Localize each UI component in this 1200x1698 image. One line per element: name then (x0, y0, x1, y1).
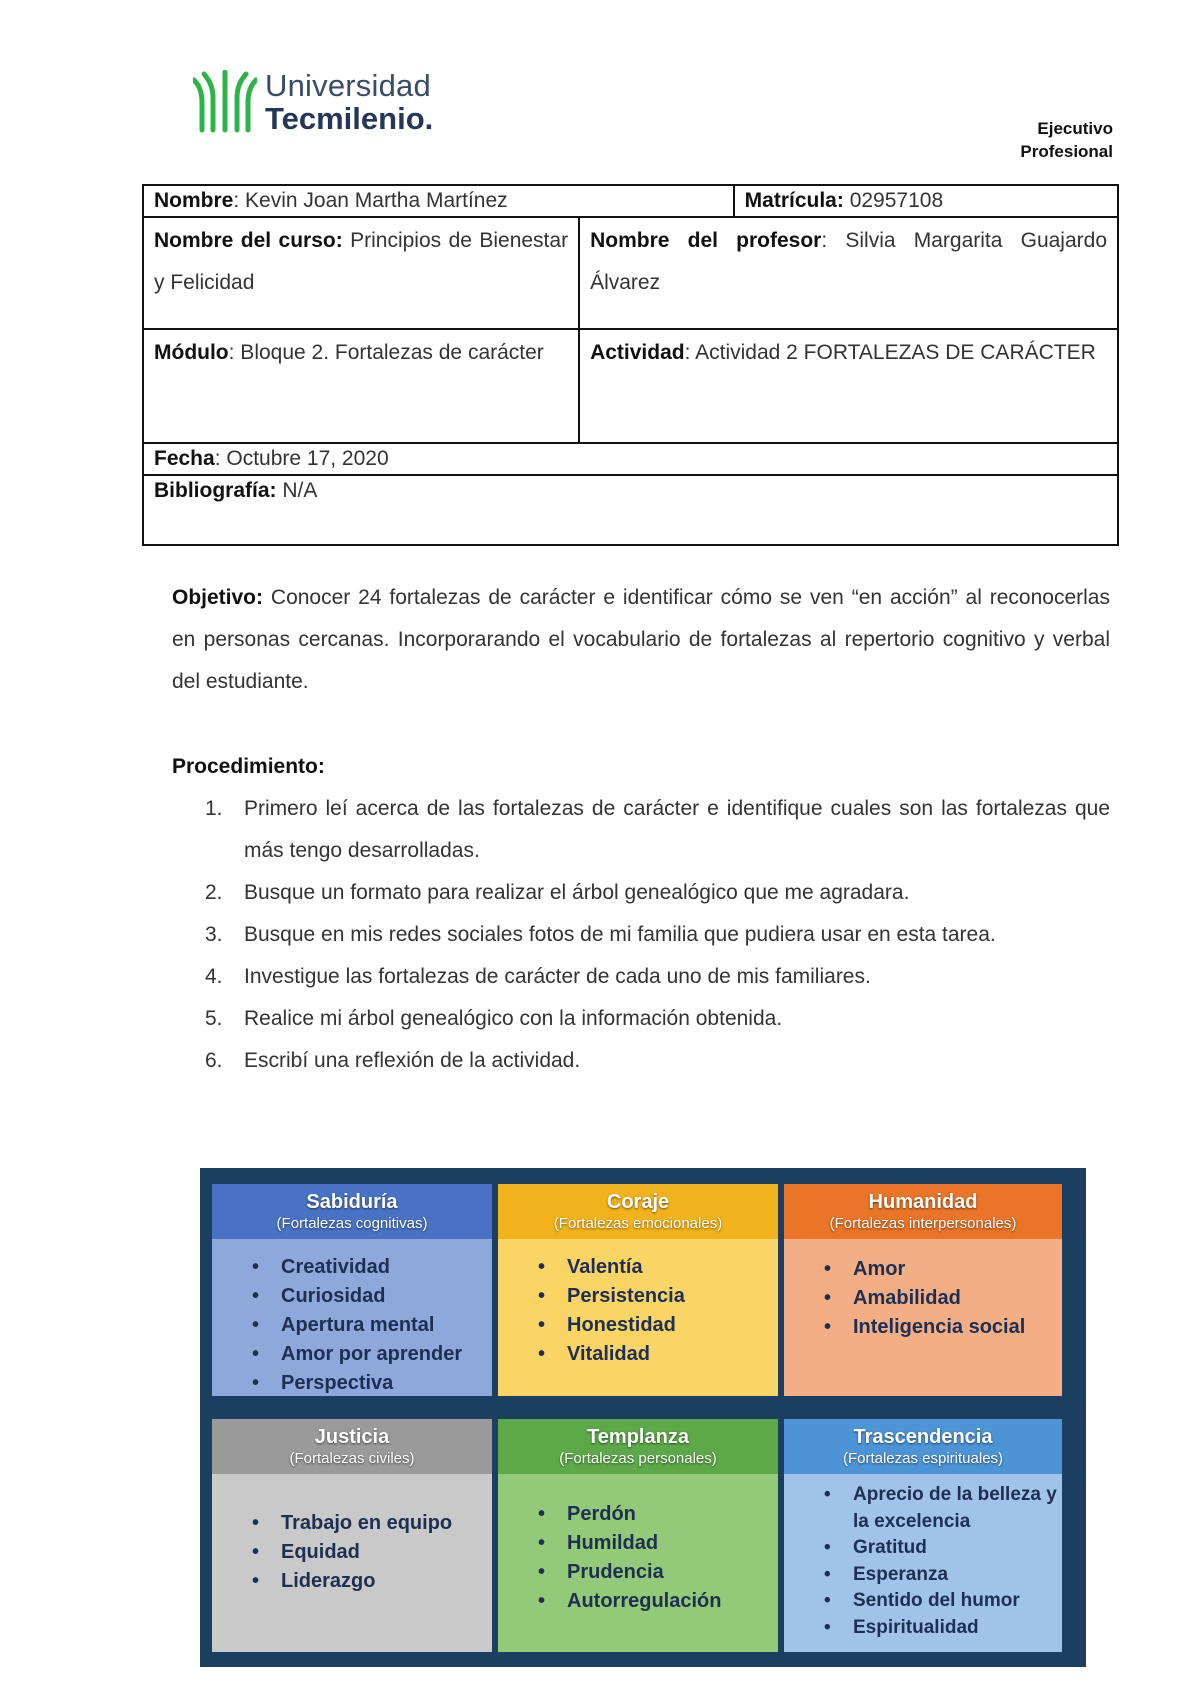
strength-card-sabiduria (212, 1184, 492, 1396)
card-subtitle: (Fortalezas espirituales) (842, 1450, 1004, 1467)
step-text: Escribí una reflexión de la actividad. (244, 1049, 581, 1072)
profesor-cell (579, 217, 1118, 329)
strength-list (824, 1255, 1062, 1342)
tecmilenio-leaf-icon (193, 70, 257, 134)
card-title: Justicia (314, 1426, 390, 1448)
objetivo-label: Objetivo: (172, 586, 264, 609)
step-number: 1. (205, 797, 223, 820)
table-row (143, 185, 1118, 217)
nombre-cell (143, 185, 734, 217)
list-item (205, 1040, 1110, 1082)
program-line-1: Ejecutivo (1037, 119, 1113, 138)
strength-card-coraje (498, 1184, 778, 1396)
strength-item: • Espiritualidad (824, 1615, 1062, 1642)
strength-item: • Esperanza (824, 1562, 1062, 1589)
matricula-cell (734, 185, 1118, 217)
strength-item: • Aprecio de la belleza y la excelencia (824, 1482, 1062, 1535)
card-body (212, 1239, 492, 1396)
strength-list (538, 1500, 778, 1616)
objetivo-paragraph (172, 577, 1110, 703)
card-title: Sabiduría (306, 1191, 398, 1213)
strength-item: • Creatividad (252, 1253, 492, 1282)
table-row (143, 217, 1118, 329)
card-title: Humanidad (868, 1191, 978, 1213)
actividad-value: : Actividad 2 FORTALEZAS DE CARÁCTER (684, 341, 1096, 364)
step-number: 4. (205, 965, 223, 988)
step-number: 5. (205, 1007, 223, 1030)
strength-item: • Valentía (538, 1253, 778, 1282)
strength-item: • Honestidad (538, 1311, 778, 1340)
list-item (205, 998, 1110, 1040)
actividad-label: Actividad (590, 341, 685, 364)
list-item (205, 872, 1110, 914)
card-body (212, 1474, 492, 1596)
card-subtitle: (Fortalezas emocionales) (553, 1215, 723, 1232)
card-title: Trascendencia (853, 1426, 993, 1448)
card-title: Coraje (606, 1191, 670, 1213)
card-body (498, 1474, 778, 1616)
step-number: 3. (205, 923, 223, 946)
strength-item: • Perspectiva (252, 1369, 492, 1396)
curso-value: Principios de Bienestar y Felicidad (154, 229, 569, 294)
table-row (143, 443, 1118, 475)
matricula-label: Matrícula: (744, 189, 844, 212)
curso-cell (143, 217, 579, 329)
table-row (143, 329, 1118, 443)
step-number: 2. (205, 881, 223, 904)
strength-item: • Perdón (538, 1500, 778, 1529)
strength-item: • Amabilidad (824, 1284, 1062, 1313)
procedimiento-list (205, 788, 1110, 1082)
program-label (1020, 117, 1113, 163)
strength-list (538, 1253, 778, 1369)
nombre-label: Nombre (154, 189, 234, 212)
strength-item: • Persistencia (538, 1282, 778, 1311)
university-logo (193, 70, 433, 134)
step-text: Primero leí acerca de las fortalezas de carácter e identifique cuales son las fortalezas que más tengo desarrolladas. (244, 797, 1110, 862)
strength-card-humanidad (784, 1184, 1062, 1396)
step-text: Realice mi árbol genealógico con la información obtenida. (244, 1007, 783, 1030)
profesor-value: : Silvia Margarita Guajardo Álvarez (590, 229, 1107, 294)
fecha-label: Fecha (154, 447, 215, 470)
table-row (143, 475, 1118, 545)
card-header (498, 1184, 778, 1239)
program-line-2: Profesional (1020, 142, 1113, 161)
student-info-table (142, 184, 1119, 546)
strength-card-trascendencia (784, 1419, 1062, 1652)
nombre-value: : Kevin Joan Martha Martínez (233, 189, 508, 212)
card-title: Templanza (587, 1426, 689, 1448)
strength-card-templanza (498, 1419, 778, 1652)
strength-item: • Vitalidad (538, 1340, 778, 1369)
bibliografia-label: Bibliografía: (154, 479, 277, 502)
strength-item: • Sentido del humor (824, 1588, 1062, 1615)
card-body (784, 1474, 1062, 1641)
step-text: Busque un formato para realizar el árbol genealógico que me agradara. (244, 881, 910, 904)
strength-item: • Amor por aprender (252, 1340, 492, 1369)
step-number: 6. (205, 1049, 223, 1072)
strength-item: • Prudencia (538, 1558, 778, 1587)
logo-line-universidad: Universidad (265, 68, 431, 103)
fecha-cell (143, 443, 1118, 475)
list-item (205, 788, 1110, 872)
step-text: Investigue las fortalezas de carácter de cada uno de mis familiares. (244, 965, 871, 988)
bibliografia-value: N/A (276, 479, 318, 502)
card-subtitle: (Fortalezas personales) (559, 1450, 717, 1467)
strength-item: • Liderazgo (252, 1567, 492, 1596)
card-subtitle: (Fortalezas cognitivas) (276, 1215, 428, 1232)
objetivo-text: Conocer 24 fortalezas de carácter e identificar cómo se ven “en acción” al reconocerlas en personas cercanas. Incorporarando el vocabulario de fortalezas al repertorio cognitivo y verbal del estudiante. (172, 586, 1110, 693)
profesor-label: Nombre del profesor (590, 229, 822, 252)
strength-item: • Humildad (538, 1529, 778, 1558)
strengths-grid (200, 1168, 1086, 1667)
card-header (784, 1419, 1062, 1474)
bibliografia-cell (143, 475, 1118, 545)
actividad-cell (579, 329, 1118, 443)
modulo-label: Módulo (154, 341, 229, 364)
card-header (212, 1184, 492, 1239)
matricula-value: 02957108 (843, 189, 944, 212)
strength-item: • Amor (824, 1255, 1062, 1284)
fecha-value: : Octubre 17, 2020 (214, 447, 389, 470)
step-text: Busque en mis redes sociales fotos de mi familia que pudiera usar en esta tarea. (244, 923, 996, 946)
strength-list (824, 1482, 1062, 1641)
card-header (784, 1184, 1062, 1239)
card-header (498, 1419, 778, 1474)
strength-item: • Inteligencia social (824, 1313, 1062, 1342)
logo-line-tecmilenio: Tecmilenio. (265, 101, 434, 136)
modulo-cell (143, 329, 579, 443)
strength-card-justicia (212, 1419, 492, 1652)
list-item (205, 914, 1110, 956)
strength-item: • Trabajo en equipo (252, 1509, 492, 1538)
strength-item: • Autorregulación (538, 1587, 778, 1616)
strength-item: • Gratitud (824, 1535, 1062, 1562)
curso-label: Nombre del curso: (154, 229, 343, 252)
card-subtitle: (Fortalezas civiles) (289, 1450, 415, 1467)
procedimiento-title: Procedimiento: (172, 755, 325, 778)
card-header (212, 1419, 492, 1474)
card-body (784, 1239, 1062, 1342)
card-body (498, 1239, 778, 1369)
strength-item: • Equidad (252, 1538, 492, 1567)
strength-item: • Apertura mental (252, 1311, 492, 1340)
strength-item: • Curiosidad (252, 1282, 492, 1311)
list-item (205, 956, 1110, 998)
strength-list (252, 1509, 492, 1596)
card-subtitle: (Fortalezas interpersonales) (829, 1215, 1017, 1232)
strength-list (252, 1253, 492, 1396)
modulo-value: : Bloque 2. Fortalezas de carácter (228, 341, 544, 364)
